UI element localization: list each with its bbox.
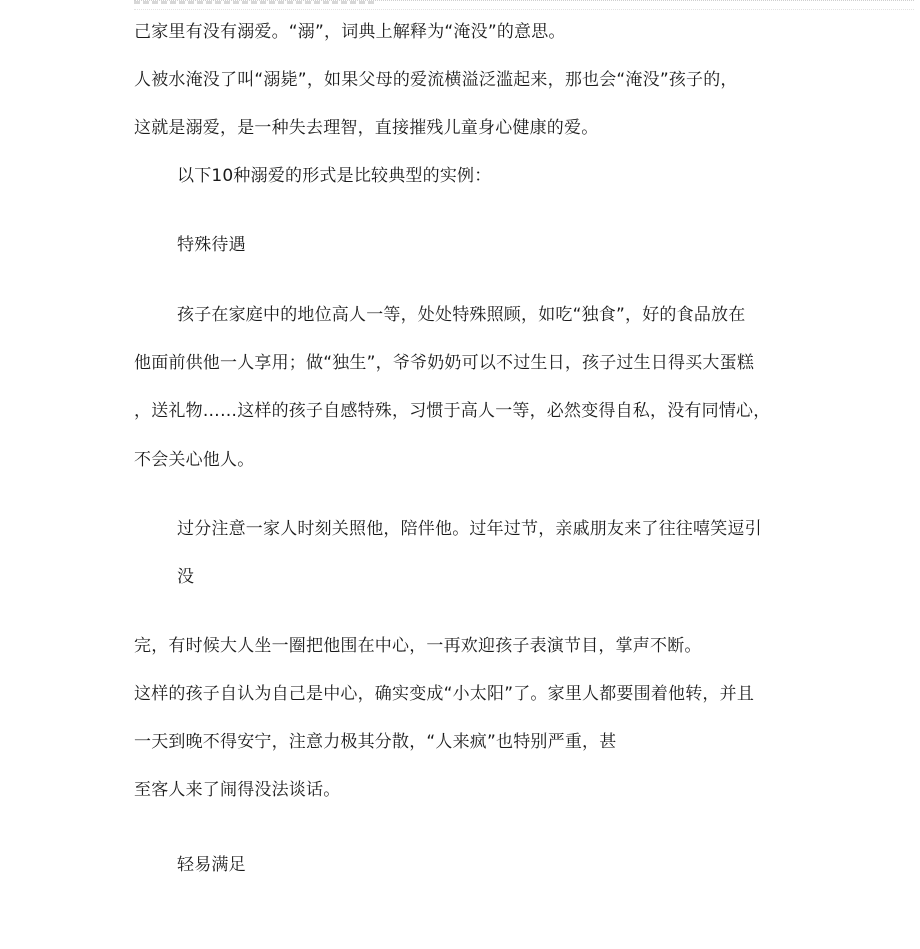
section-heading: 特殊待遇 <box>177 235 246 255</box>
section-heading: 轻易满足 <box>177 855 246 875</box>
text-line: 人被水淹没了叫“溺毙”，如果父母的爱流横溢泛滥起来，那也会“淹没”孩子的， <box>134 70 738 90</box>
text-line: 以下10种溺爱的形式是比较典型的实例： <box>177 166 492 186</box>
text-line: 完，有时候大人坐一圈把他围在中心，一再欢迎孩子表演节目，掌声不断。 <box>134 636 702 656</box>
text-line: 他面前供他一人享用；做“独生”，爷爷奶奶可以不过生日，孩子过生日得买大蛋糕 <box>134 353 755 373</box>
text-line: 过分注意一家人时刻关照他，陪伴他。过年过节，亲戚朋友来了往往嘻笑逗引 <box>177 519 762 539</box>
text-line: 这就是溺爱，是一种失去理智，直接摧残儿童身心健康的爱。 <box>134 118 599 138</box>
text-line: 不会关心他人。 <box>134 450 255 470</box>
text-line: 至客人来了闹得没法谈话。 <box>134 780 341 800</box>
text-line: 孩子在家庭中的地位高人一等，处处特殊照顾，如吃“独食”，好的食品放在 <box>177 305 746 325</box>
text-line: ，送礼物……这样的孩子自感特殊，习惯于高人一等，必然变得自私，没有同情心， <box>134 401 771 421</box>
text-line: 这样的孩子自认为自己是中心，确实变成“小太阳”了。家里人都要围着他转，并且 <box>134 684 755 704</box>
text-line: 没 <box>177 567 195 587</box>
page-top-artifact <box>134 0 914 10</box>
faint-header-residue <box>134 1 374 4</box>
text-line: 一天到晚不得安宁，注意力极其分散，“人来疯”也特别严重，甚 <box>134 732 617 752</box>
text-line: 己家里有没有溺爱。“溺”，词典上解释为“淹没”的意思。 <box>134 22 566 42</box>
